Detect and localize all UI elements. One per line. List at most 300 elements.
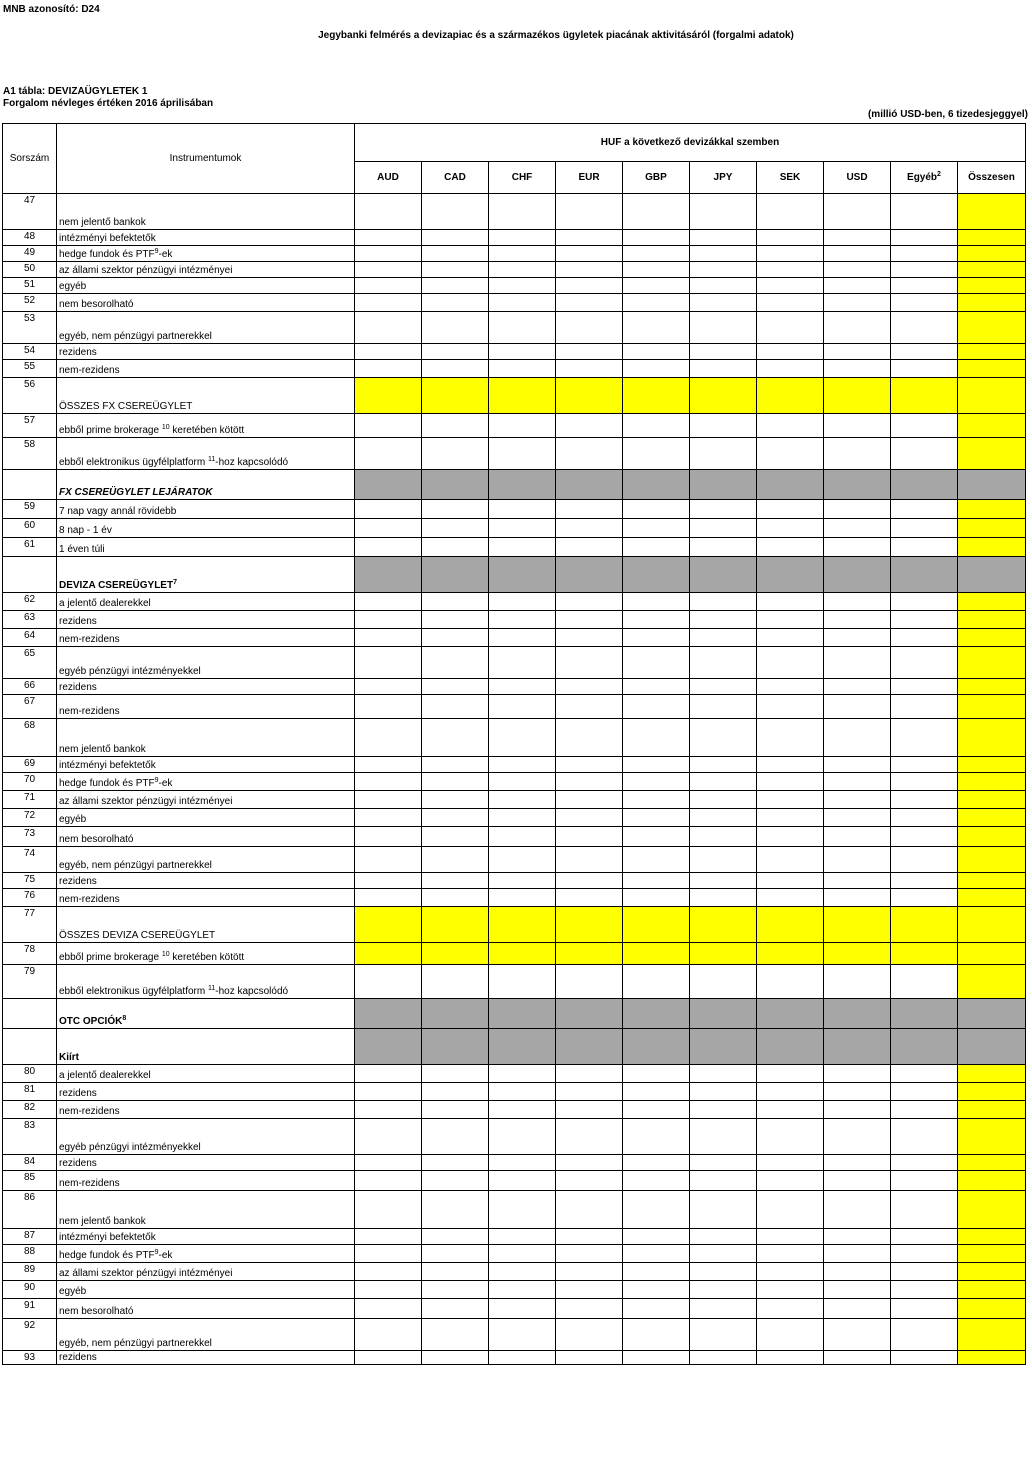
value-cell[interactable]	[556, 629, 623, 647]
value-cell[interactable]	[623, 294, 690, 312]
value-cell[interactable]	[489, 1171, 556, 1191]
value-cell[interactable]	[757, 679, 824, 695]
value-cell[interactable]	[556, 593, 623, 611]
value-cell[interactable]	[623, 378, 690, 414]
value-cell[interactable]	[690, 907, 757, 943]
value-cell[interactable]	[757, 943, 824, 965]
value-cell[interactable]	[891, 294, 958, 312]
value-cell[interactable]	[891, 246, 958, 262]
total-cell[interactable]	[958, 230, 1026, 246]
value-cell[interactable]	[623, 500, 690, 519]
value-cell[interactable]	[355, 889, 422, 907]
value-cell[interactable]	[623, 1171, 690, 1191]
value-cell[interactable]	[891, 194, 958, 230]
value-cell[interactable]	[489, 1319, 556, 1351]
value-cell[interactable]	[757, 695, 824, 719]
value-cell[interactable]	[355, 1065, 422, 1083]
value-cell[interactable]	[355, 1155, 422, 1171]
value-cell[interactable]	[422, 809, 489, 827]
value-cell[interactable]	[355, 1101, 422, 1119]
value-cell[interactable]	[556, 827, 623, 847]
value-cell[interactable]	[556, 538, 623, 557]
value-cell[interactable]	[355, 965, 422, 999]
value-cell[interactable]	[623, 194, 690, 230]
value-cell[interactable]	[556, 1245, 623, 1263]
total-cell[interactable]	[958, 943, 1026, 965]
value-cell[interactable]	[422, 278, 489, 294]
value-cell[interactable]	[489, 312, 556, 344]
value-cell[interactable]	[757, 538, 824, 557]
value-cell[interactable]	[690, 611, 757, 629]
value-cell[interactable]	[757, 873, 824, 889]
value-cell[interactable]	[623, 629, 690, 647]
value-cell[interactable]	[489, 1083, 556, 1101]
value-cell[interactable]	[690, 809, 757, 827]
value-cell[interactable]	[757, 1191, 824, 1229]
value-cell[interactable]	[757, 194, 824, 230]
value-cell[interactable]	[891, 889, 958, 907]
value-cell[interactable]	[623, 1351, 690, 1365]
value-cell[interactable]	[623, 719, 690, 757]
value-cell[interactable]	[891, 414, 958, 438]
value-cell[interactable]	[824, 230, 891, 246]
value-cell[interactable]	[422, 312, 489, 344]
value-cell[interactable]	[824, 1101, 891, 1119]
value-cell[interactable]	[422, 1155, 489, 1171]
value-cell[interactable]	[355, 1245, 422, 1263]
value-cell[interactable]	[757, 809, 824, 827]
value-cell[interactable]	[824, 1119, 891, 1155]
value-cell[interactable]	[489, 1245, 556, 1263]
value-cell[interactable]	[757, 1119, 824, 1155]
value-cell[interactable]	[489, 538, 556, 557]
value-cell[interactable]	[422, 262, 489, 278]
value-cell[interactable]	[824, 629, 891, 647]
value-cell[interactable]	[824, 378, 891, 414]
value-cell[interactable]	[757, 312, 824, 344]
value-cell[interactable]	[556, 246, 623, 262]
value-cell[interactable]	[422, 611, 489, 629]
value-cell[interactable]	[757, 294, 824, 312]
value-cell[interactable]	[422, 1319, 489, 1351]
value-cell[interactable]	[422, 230, 489, 246]
total-cell[interactable]	[958, 1319, 1026, 1351]
value-cell[interactable]	[623, 873, 690, 889]
total-cell[interactable]	[958, 278, 1026, 294]
value-cell[interactable]	[623, 1229, 690, 1245]
total-cell[interactable]	[958, 889, 1026, 907]
value-cell[interactable]	[891, 378, 958, 414]
value-cell[interactable]	[757, 438, 824, 470]
value-cell[interactable]	[355, 847, 422, 873]
value-cell[interactable]	[489, 629, 556, 647]
total-cell[interactable]	[958, 1191, 1026, 1229]
value-cell[interactable]	[757, 1065, 824, 1083]
total-cell[interactable]	[958, 809, 1026, 827]
value-cell[interactable]	[422, 593, 489, 611]
value-cell[interactable]	[891, 943, 958, 965]
value-cell[interactable]	[556, 519, 623, 538]
value-cell[interactable]	[556, 873, 623, 889]
total-cell[interactable]	[958, 294, 1026, 312]
value-cell[interactable]	[757, 1351, 824, 1365]
value-cell[interactable]	[489, 1065, 556, 1083]
value-cell[interactable]	[824, 1229, 891, 1245]
value-cell[interactable]	[422, 1119, 489, 1155]
value-cell[interactable]	[556, 1155, 623, 1171]
value-cell[interactable]	[891, 519, 958, 538]
value-cell[interactable]	[690, 965, 757, 999]
value-cell[interactable]	[623, 1083, 690, 1101]
value-cell[interactable]	[623, 847, 690, 873]
value-cell[interactable]	[891, 1263, 958, 1281]
value-cell[interactable]	[489, 1191, 556, 1229]
total-cell[interactable]	[958, 847, 1026, 873]
value-cell[interactable]	[891, 679, 958, 695]
value-cell[interactable]	[757, 757, 824, 773]
value-cell[interactable]	[556, 1281, 623, 1299]
value-cell[interactable]	[355, 809, 422, 827]
value-cell[interactable]	[891, 873, 958, 889]
value-cell[interactable]	[489, 194, 556, 230]
value-cell[interactable]	[757, 230, 824, 246]
value-cell[interactable]	[355, 907, 422, 943]
value-cell[interactable]	[757, 847, 824, 873]
value-cell[interactable]	[690, 1351, 757, 1365]
total-cell[interactable]	[958, 1351, 1026, 1365]
total-cell[interactable]	[958, 907, 1026, 943]
value-cell[interactable]	[690, 1191, 757, 1229]
total-cell[interactable]	[958, 1119, 1026, 1155]
value-cell[interactable]	[824, 809, 891, 827]
value-cell[interactable]	[422, 943, 489, 965]
value-cell[interactable]	[489, 1281, 556, 1299]
value-cell[interactable]	[824, 246, 891, 262]
value-cell[interactable]	[891, 538, 958, 557]
value-cell[interactable]	[422, 294, 489, 312]
value-cell[interactable]	[422, 378, 489, 414]
value-cell[interactable]	[824, 538, 891, 557]
value-cell[interactable]	[824, 1319, 891, 1351]
value-cell[interactable]	[824, 500, 891, 519]
value-cell[interactable]	[489, 438, 556, 470]
value-cell[interactable]	[891, 438, 958, 470]
value-cell[interactable]	[824, 889, 891, 907]
value-cell[interactable]	[757, 907, 824, 943]
value-cell[interactable]	[891, 757, 958, 773]
value-cell[interactable]	[422, 695, 489, 719]
value-cell[interactable]	[556, 1101, 623, 1119]
value-cell[interactable]	[556, 262, 623, 278]
value-cell[interactable]	[891, 1155, 958, 1171]
value-cell[interactable]	[757, 1263, 824, 1281]
value-cell[interactable]	[824, 262, 891, 278]
value-cell[interactable]	[556, 611, 623, 629]
total-cell[interactable]	[958, 194, 1026, 230]
value-cell[interactable]	[556, 791, 623, 809]
value-cell[interactable]	[623, 1263, 690, 1281]
value-cell[interactable]	[690, 500, 757, 519]
value-cell[interactable]	[690, 414, 757, 438]
value-cell[interactable]	[824, 360, 891, 378]
value-cell[interactable]	[824, 827, 891, 847]
value-cell[interactable]	[556, 1191, 623, 1229]
value-cell[interactable]	[623, 1119, 690, 1155]
value-cell[interactable]	[556, 360, 623, 378]
value-cell[interactable]	[355, 1171, 422, 1191]
total-cell[interactable]	[958, 312, 1026, 344]
value-cell[interactable]	[690, 647, 757, 679]
value-cell[interactable]	[623, 791, 690, 809]
value-cell[interactable]	[824, 294, 891, 312]
value-cell[interactable]	[556, 1319, 623, 1351]
value-cell[interactable]	[690, 791, 757, 809]
value-cell[interactable]	[757, 593, 824, 611]
value-cell[interactable]	[355, 679, 422, 695]
value-cell[interactable]	[355, 1263, 422, 1281]
total-cell[interactable]	[958, 695, 1026, 719]
value-cell[interactable]	[355, 1319, 422, 1351]
value-cell[interactable]	[355, 414, 422, 438]
value-cell[interactable]	[757, 1245, 824, 1263]
total-cell[interactable]	[958, 1245, 1026, 1263]
value-cell[interactable]	[891, 695, 958, 719]
value-cell[interactable]	[623, 1245, 690, 1263]
total-cell[interactable]	[958, 438, 1026, 470]
value-cell[interactable]	[891, 1191, 958, 1229]
value-cell[interactable]	[556, 1351, 623, 1365]
total-cell[interactable]	[958, 647, 1026, 679]
value-cell[interactable]	[489, 519, 556, 538]
value-cell[interactable]	[556, 378, 623, 414]
value-cell[interactable]	[422, 414, 489, 438]
value-cell[interactable]	[690, 344, 757, 360]
value-cell[interactable]	[355, 647, 422, 679]
value-cell[interactable]	[623, 943, 690, 965]
value-cell[interactable]	[824, 791, 891, 809]
value-cell[interactable]	[422, 791, 489, 809]
total-cell[interactable]	[958, 1065, 1026, 1083]
value-cell[interactable]	[489, 889, 556, 907]
value-cell[interactable]	[489, 414, 556, 438]
value-cell[interactable]	[489, 246, 556, 262]
total-cell[interactable]	[958, 1229, 1026, 1245]
value-cell[interactable]	[355, 1351, 422, 1365]
value-cell[interactable]	[757, 500, 824, 519]
value-cell[interactable]	[824, 943, 891, 965]
value-cell[interactable]	[757, 378, 824, 414]
value-cell[interactable]	[489, 360, 556, 378]
value-cell[interactable]	[757, 965, 824, 999]
value-cell[interactable]	[355, 230, 422, 246]
value-cell[interactable]	[623, 907, 690, 943]
value-cell[interactable]	[556, 757, 623, 773]
value-cell[interactable]	[690, 1245, 757, 1263]
value-cell[interactable]	[623, 1065, 690, 1083]
value-cell[interactable]	[489, 230, 556, 246]
value-cell[interactable]	[355, 278, 422, 294]
value-cell[interactable]	[556, 647, 623, 679]
value-cell[interactable]	[891, 1299, 958, 1319]
value-cell[interactable]	[623, 360, 690, 378]
value-cell[interactable]	[489, 773, 556, 791]
total-cell[interactable]	[958, 719, 1026, 757]
value-cell[interactable]	[690, 230, 757, 246]
value-cell[interactable]	[422, 1083, 489, 1101]
value-cell[interactable]	[757, 1101, 824, 1119]
value-cell[interactable]	[355, 593, 422, 611]
total-cell[interactable]	[958, 965, 1026, 999]
value-cell[interactable]	[824, 1263, 891, 1281]
total-cell[interactable]	[958, 611, 1026, 629]
value-cell[interactable]	[422, 965, 489, 999]
total-cell[interactable]	[958, 1281, 1026, 1299]
value-cell[interactable]	[556, 889, 623, 907]
value-cell[interactable]	[355, 1083, 422, 1101]
total-cell[interactable]	[958, 519, 1026, 538]
value-cell[interactable]	[489, 500, 556, 519]
value-cell[interactable]	[489, 907, 556, 943]
value-cell[interactable]	[824, 907, 891, 943]
value-cell[interactable]	[489, 679, 556, 695]
value-cell[interactable]	[556, 965, 623, 999]
value-cell[interactable]	[623, 827, 690, 847]
value-cell[interactable]	[690, 1155, 757, 1171]
value-cell[interactable]	[556, 1229, 623, 1245]
total-cell[interactable]	[958, 344, 1026, 360]
value-cell[interactable]	[556, 847, 623, 873]
value-cell[interactable]	[757, 1281, 824, 1299]
value-cell[interactable]	[891, 1119, 958, 1155]
value-cell[interactable]	[757, 1171, 824, 1191]
value-cell[interactable]	[355, 1119, 422, 1155]
value-cell[interactable]	[891, 312, 958, 344]
value-cell[interactable]	[422, 360, 489, 378]
value-cell[interactable]	[489, 847, 556, 873]
value-cell[interactable]	[891, 1281, 958, 1299]
value-cell[interactable]	[824, 593, 891, 611]
value-cell[interactable]	[422, 1101, 489, 1119]
value-cell[interactable]	[623, 773, 690, 791]
value-cell[interactable]	[489, 294, 556, 312]
value-cell[interactable]	[891, 611, 958, 629]
value-cell[interactable]	[824, 278, 891, 294]
value-cell[interactable]	[824, 519, 891, 538]
value-cell[interactable]	[891, 907, 958, 943]
value-cell[interactable]	[757, 1299, 824, 1319]
value-cell[interactable]	[422, 827, 489, 847]
value-cell[interactable]	[690, 1101, 757, 1119]
total-cell[interactable]	[958, 773, 1026, 791]
value-cell[interactable]	[690, 1263, 757, 1281]
value-cell[interactable]	[489, 1299, 556, 1319]
value-cell[interactable]	[355, 378, 422, 414]
value-cell[interactable]	[824, 695, 891, 719]
value-cell[interactable]	[891, 1171, 958, 1191]
value-cell[interactable]	[824, 194, 891, 230]
total-cell[interactable]	[958, 1263, 1026, 1281]
value-cell[interactable]	[422, 519, 489, 538]
value-cell[interactable]	[489, 695, 556, 719]
total-cell[interactable]	[958, 827, 1026, 847]
value-cell[interactable]	[824, 757, 891, 773]
value-cell[interactable]	[623, 230, 690, 246]
total-cell[interactable]	[958, 500, 1026, 519]
total-cell[interactable]	[958, 1171, 1026, 1191]
value-cell[interactable]	[489, 809, 556, 827]
value-cell[interactable]	[623, 312, 690, 344]
value-cell[interactable]	[623, 695, 690, 719]
value-cell[interactable]	[690, 1299, 757, 1319]
value-cell[interactable]	[623, 611, 690, 629]
value-cell[interactable]	[824, 1351, 891, 1365]
value-cell[interactable]	[422, 679, 489, 695]
value-cell[interactable]	[824, 1281, 891, 1299]
value-cell[interactable]	[757, 262, 824, 278]
value-cell[interactable]	[355, 538, 422, 557]
value-cell[interactable]	[690, 262, 757, 278]
total-cell[interactable]	[958, 679, 1026, 695]
value-cell[interactable]	[623, 344, 690, 360]
value-cell[interactable]	[891, 629, 958, 647]
value-cell[interactable]	[355, 500, 422, 519]
value-cell[interactable]	[690, 629, 757, 647]
total-cell[interactable]	[958, 1083, 1026, 1101]
value-cell[interactable]	[489, 1229, 556, 1245]
value-cell[interactable]	[623, 246, 690, 262]
value-cell[interactable]	[757, 719, 824, 757]
value-cell[interactable]	[690, 1083, 757, 1101]
value-cell[interactable]	[623, 538, 690, 557]
value-cell[interactable]	[623, 519, 690, 538]
total-cell[interactable]	[958, 629, 1026, 647]
value-cell[interactable]	[690, 278, 757, 294]
total-cell[interactable]	[958, 1299, 1026, 1319]
value-cell[interactable]	[623, 1299, 690, 1319]
value-cell[interactable]	[757, 647, 824, 679]
value-cell[interactable]	[422, 344, 489, 360]
value-cell[interactable]	[690, 294, 757, 312]
value-cell[interactable]	[355, 360, 422, 378]
total-cell[interactable]	[958, 593, 1026, 611]
value-cell[interactable]	[690, 593, 757, 611]
value-cell[interactable]	[757, 1155, 824, 1171]
value-cell[interactable]	[623, 965, 690, 999]
value-cell[interactable]	[824, 1299, 891, 1319]
value-cell[interactable]	[757, 414, 824, 438]
value-cell[interactable]	[824, 679, 891, 695]
value-cell[interactable]	[690, 847, 757, 873]
value-cell[interactable]	[891, 593, 958, 611]
value-cell[interactable]	[489, 757, 556, 773]
value-cell[interactable]	[891, 1065, 958, 1083]
value-cell[interactable]	[422, 907, 489, 943]
value-cell[interactable]	[422, 647, 489, 679]
value-cell[interactable]	[824, 438, 891, 470]
value-cell[interactable]	[489, 278, 556, 294]
value-cell[interactable]	[489, 965, 556, 999]
total-cell[interactable]	[958, 246, 1026, 262]
value-cell[interactable]	[422, 438, 489, 470]
value-cell[interactable]	[422, 757, 489, 773]
value-cell[interactable]	[623, 757, 690, 773]
value-cell[interactable]	[891, 719, 958, 757]
value-cell[interactable]	[623, 278, 690, 294]
value-cell[interactable]	[556, 1119, 623, 1155]
value-cell[interactable]	[355, 1299, 422, 1319]
value-cell[interactable]	[824, 611, 891, 629]
value-cell[interactable]	[623, 414, 690, 438]
